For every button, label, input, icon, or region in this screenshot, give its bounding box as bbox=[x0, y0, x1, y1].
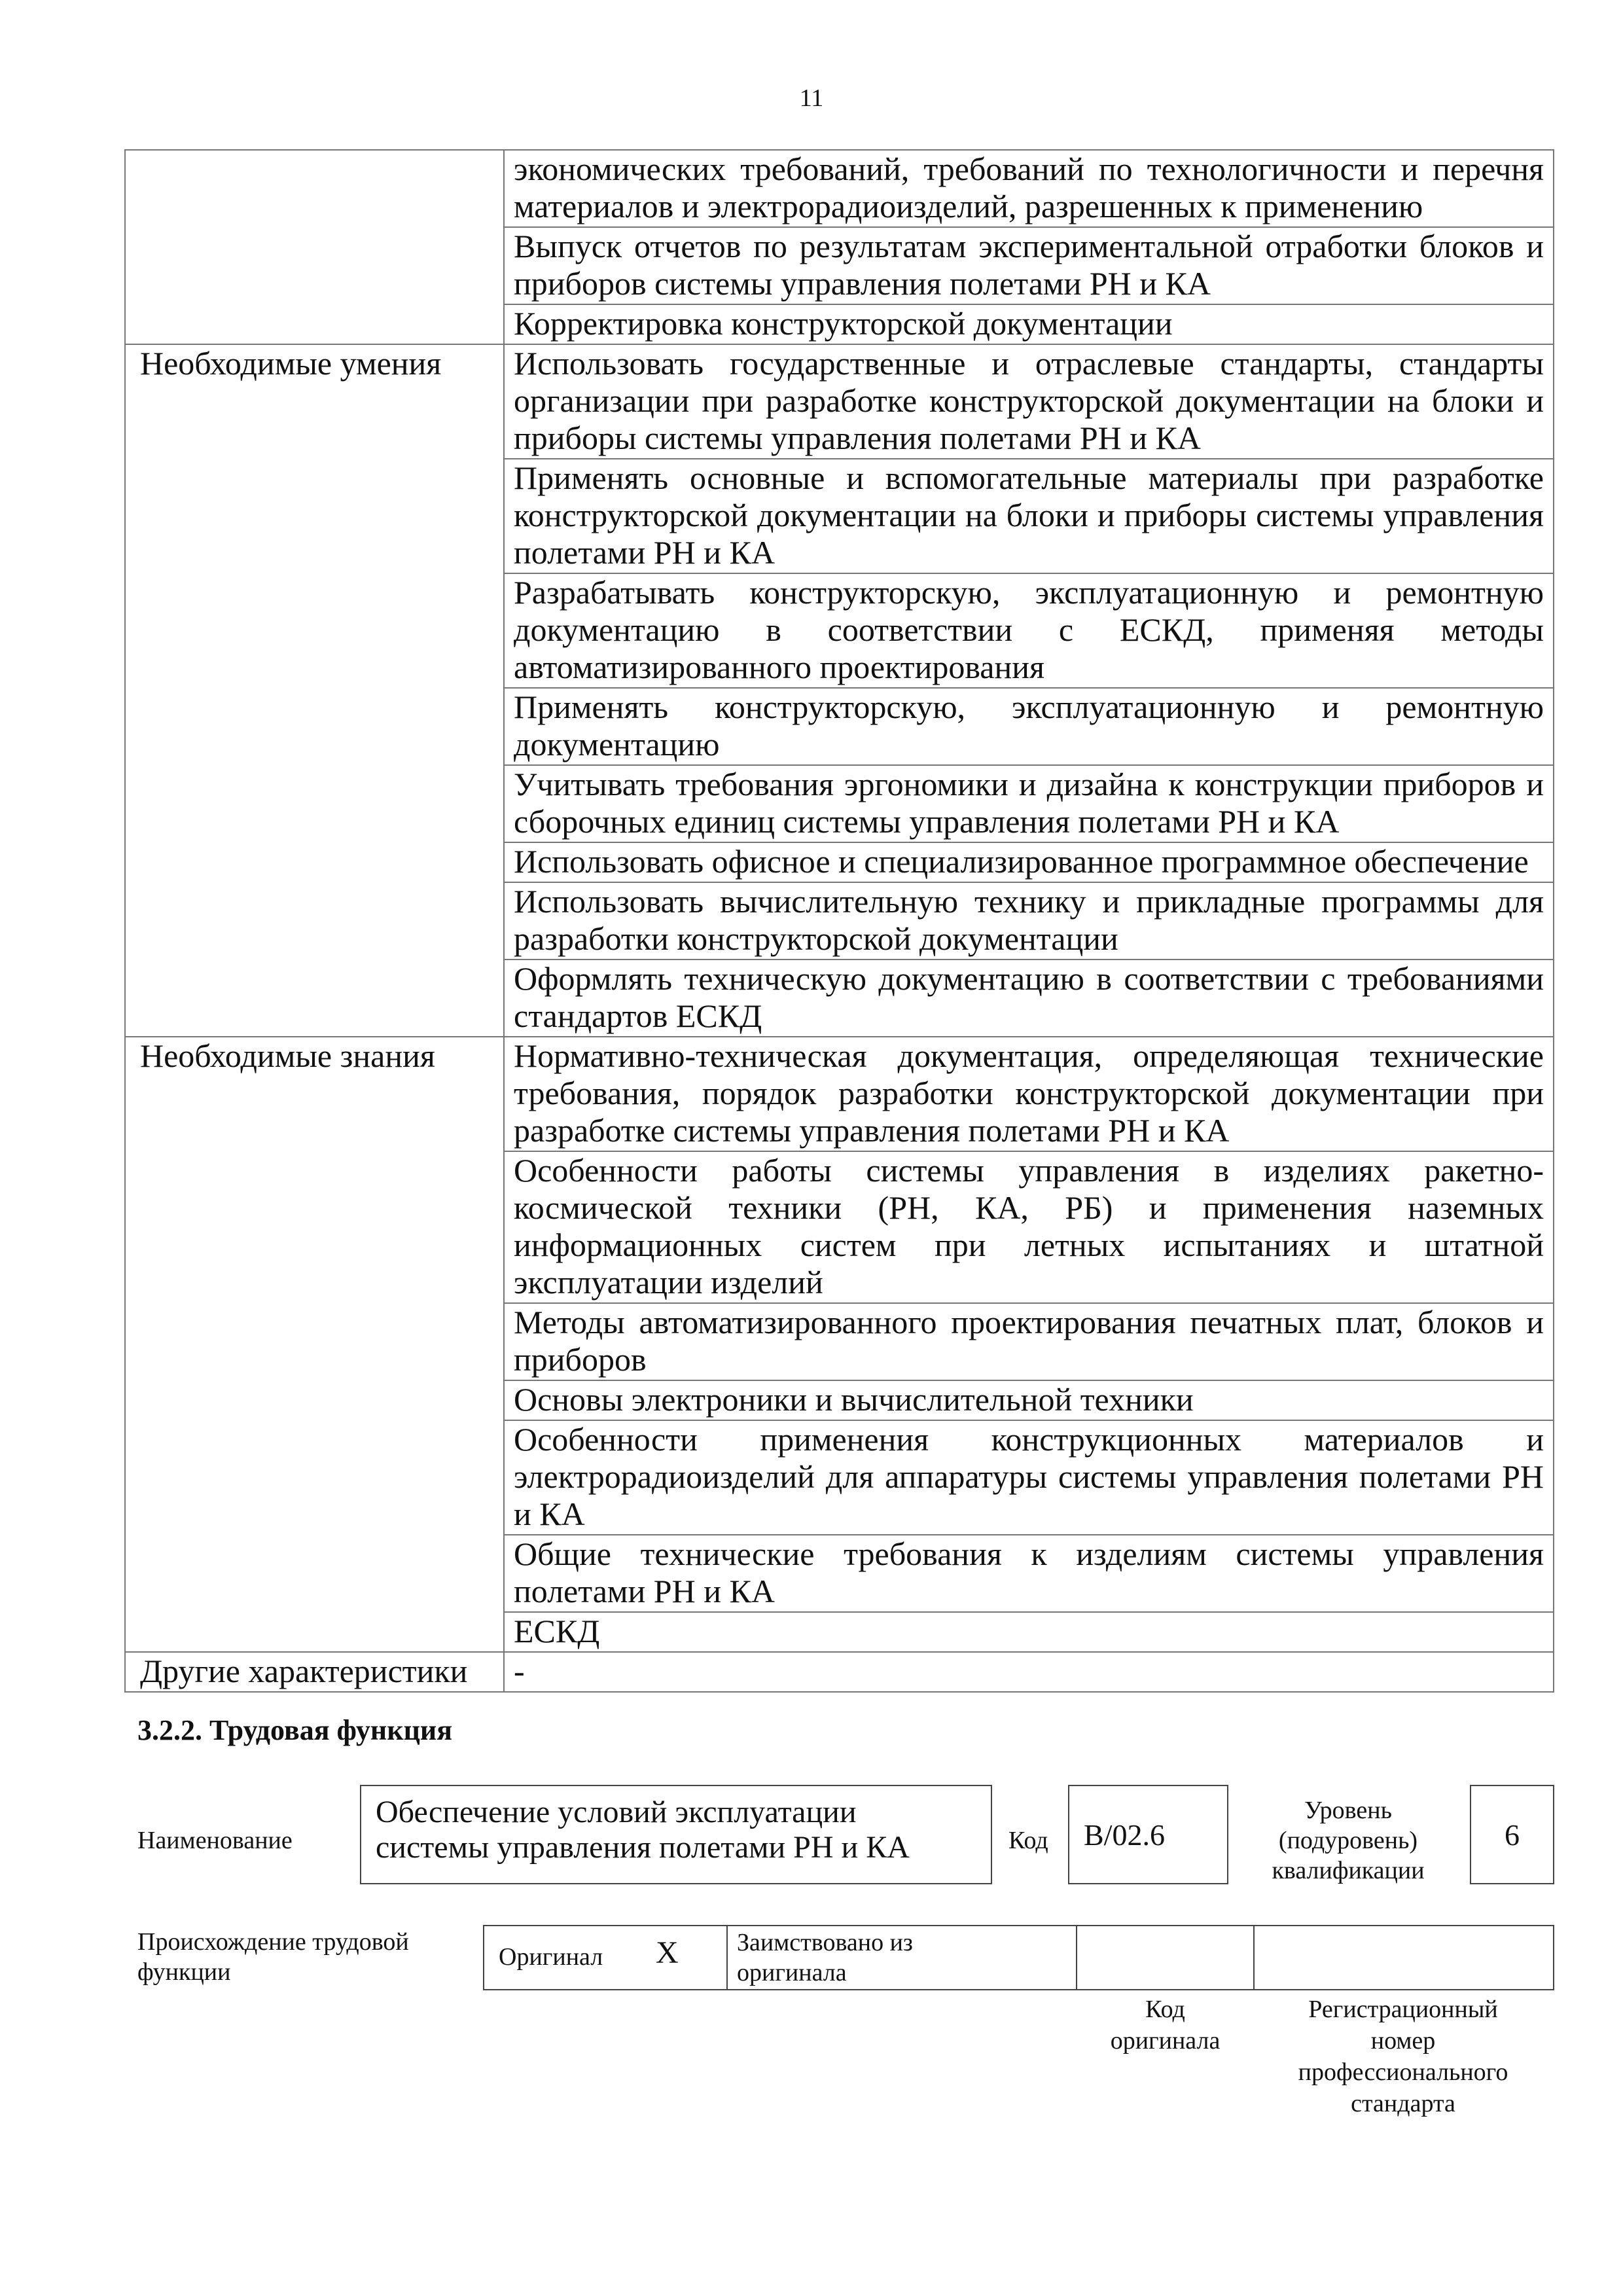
name-line-2: системы управления полетами РН и КА bbox=[376, 1830, 910, 1865]
row-value: Общие технические требования к изделиям системы управления полетами РН и КА bbox=[504, 1535, 1554, 1612]
row-value: Методы автоматизированного проектирования печатных плат, блоков и приборов bbox=[504, 1303, 1554, 1380]
table-row bbox=[125, 1652, 1554, 1692]
level-label-line-2: (подуровень) bbox=[1278, 1827, 1418, 1854]
row-label: Необходимые умения bbox=[125, 344, 504, 1037]
original-mark: X bbox=[656, 1935, 679, 1970]
code-original-cell bbox=[1077, 1926, 1255, 1989]
row-value: экономических требований, требований по технологичности и перечня материалов и электрорадиоизделий, разрешенных к применению bbox=[504, 150, 1554, 227]
table-row bbox=[125, 1037, 1554, 1151]
level-box bbox=[1470, 1785, 1554, 1884]
borrowed-label-line-2: оригинала bbox=[737, 1959, 847, 1986]
origin-table bbox=[483, 1925, 1554, 1990]
table-row bbox=[125, 150, 1554, 227]
borrowed-label bbox=[737, 1928, 913, 1988]
row-value: ЕСКД bbox=[504, 1612, 1554, 1652]
reg-number-cell bbox=[1255, 1926, 1553, 1989]
row-value: - bbox=[504, 1652, 1554, 1692]
row-value: Применять конструкторскую, эксплуатационную и ремонтную документацию bbox=[504, 688, 1554, 765]
level-label-line-1: Уровень bbox=[1304, 1797, 1392, 1824]
row-value: Особенности применения конструкционных материалов и электрорадиоизделий для аппаратуры системы управления полетами РН и КА bbox=[504, 1420, 1554, 1535]
reg-number-caption-line-1: Регистрационный bbox=[1308, 1996, 1498, 2023]
row-value: Выпуск отчетов по результатам экспериментальной отработки блоков и приборов системы управления полетами РН и КА bbox=[504, 227, 1554, 304]
level-label bbox=[1243, 1795, 1453, 1886]
code-original-caption bbox=[1077, 1994, 1254, 2056]
name-box bbox=[360, 1785, 992, 1884]
requirements-table bbox=[124, 149, 1554, 1693]
row-value: Нормативно-техническая документация, определяющая технические требования, порядок разработки конструкторской документации при разработке системы управления полетами РН и КА bbox=[504, 1037, 1554, 1151]
reg-number-caption bbox=[1254, 1994, 1552, 2119]
code-original-caption-line-2: оригинала bbox=[1110, 2027, 1221, 2054]
name-label: Наименование bbox=[137, 1827, 293, 1854]
table-row bbox=[125, 344, 1554, 459]
name-line-1: Обеспечение условий эксплуатации bbox=[376, 1795, 857, 1829]
original-cell bbox=[484, 1926, 728, 1989]
code-label: Код bbox=[1008, 1827, 1048, 1854]
borrowed-cell bbox=[728, 1926, 1077, 1989]
code-box bbox=[1068, 1785, 1228, 1884]
level-label-line-3: квалификации bbox=[1272, 1857, 1425, 1884]
level-value: 6 bbox=[1505, 1818, 1520, 1852]
row-value: Учитывать требования эргономики и дизайна к конструкции приборов и сборочных единиц системы управления полетами РН и КА bbox=[504, 765, 1554, 842]
row-value: Разрабатывать конструкторскую, эксплуатационную и ремонтную документацию в соответствии с ЕСКД, применяя методы автоматизированного проектирования bbox=[504, 573, 1554, 688]
row-value: Корректировка конструкторской документации bbox=[504, 304, 1554, 344]
row-value: Основы электроники и вычислительной техники bbox=[504, 1380, 1554, 1420]
row-value: Особенности работы системы управления в изделиях ракетно-космической техники (РН, КА, РБ) и применения наземных информационных систем при летных испытаниях и штатной эксплуатации изделий bbox=[504, 1151, 1554, 1303]
row-value: Оформлять техническую документацию в соответствии с требованиями стандартов ЕСКД bbox=[504, 960, 1554, 1037]
section-heading: 3.2.2. Трудовая функция bbox=[137, 1714, 453, 1746]
row-label bbox=[125, 150, 504, 344]
row-label: Необходимые знания bbox=[125, 1037, 504, 1652]
code-original-caption-line-1: Код bbox=[1145, 1996, 1185, 2023]
row-value: Использовать государственные и отраслевые стандарты, стандарты организации при разработке конструкторской документации на блоки и приборы системы управления полетами РН и КА bbox=[504, 344, 1554, 459]
page-number: 11 bbox=[799, 84, 824, 112]
origin-label-line-1: Происхождение трудовой bbox=[137, 1928, 409, 1956]
reg-number-caption-line-3: профессионального bbox=[1298, 2058, 1508, 2086]
reg-number-caption-line-4: стандарта bbox=[1351, 2090, 1455, 2117]
borrowed-label-line-1: Заимствовано из bbox=[737, 1929, 913, 1956]
row-value: Использовать вычислительную технику и прикладные программы для разработки конструкторской документации bbox=[504, 882, 1554, 960]
origin-label-line-2: функции bbox=[137, 1958, 231, 1986]
reg-number-caption-line-2: номер bbox=[1370, 2027, 1436, 2054]
code-value: B/02.6 bbox=[1084, 1818, 1165, 1852]
requirements-table-body bbox=[125, 150, 1554, 1692]
row-label: Другие характеристики bbox=[125, 1652, 504, 1692]
original-label: Оригинал bbox=[499, 1943, 603, 1971]
row-value: Применять основные и вспомогательные материалы при разработке конструкторской документации на блоки и приборы системы управления полетами РН и КА bbox=[504, 459, 1554, 573]
origin-label bbox=[137, 1927, 409, 1987]
row-value: Использовать офисное и специализированное программное обеспечение bbox=[504, 842, 1554, 882]
